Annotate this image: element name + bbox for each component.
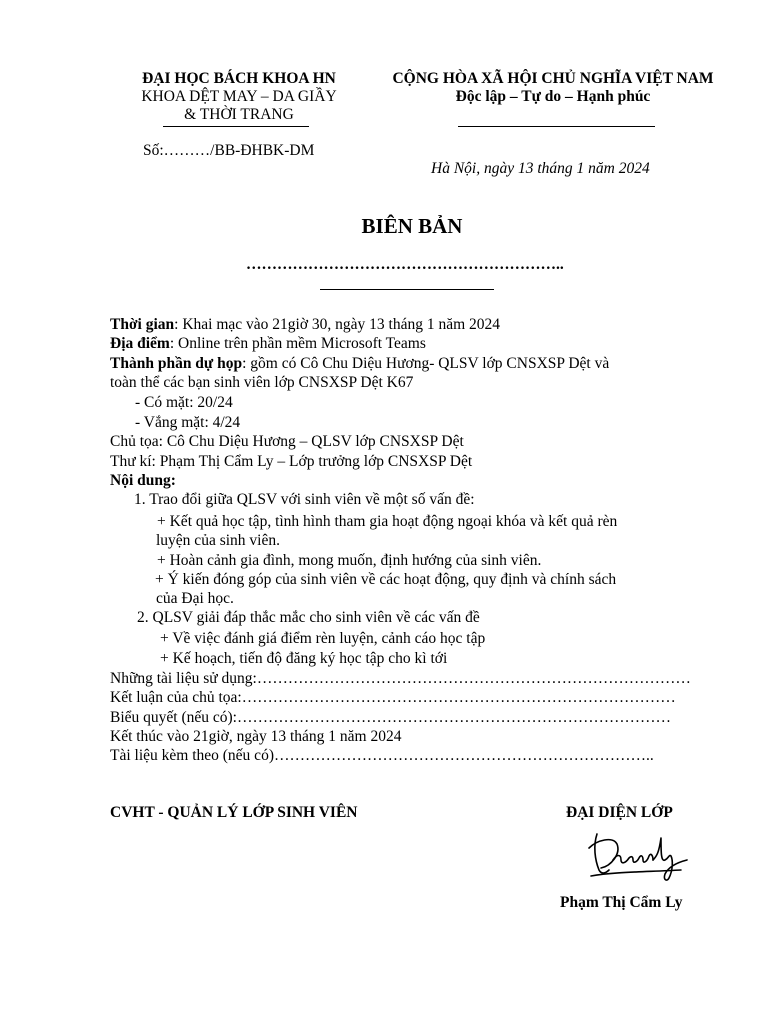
content-item-2b: + Kế hoạch, tiến độ đăng ký học tập cho kì tới [160,650,448,667]
signature-right-name: Phạm Thị Cẩm Ly [560,894,683,911]
content-item-1c-cont: của Đại học. [156,590,234,607]
time-value: : Khai mạc vào 21giờ 30, ngày 13 tháng 1 năm 2024 [174,316,501,333]
title-underline [320,289,494,290]
content-item-2a: + Về việc đánh giá điểm rèn luyện, cảnh cáo học tập [160,630,486,647]
place-value: : Online trên phần mềm Microsoft Teams [169,335,426,352]
title-dots: …………………………………………………….. [246,256,564,273]
place-line [110,334,426,353]
time-label: Thời gian [110,316,175,333]
chair-line: Chủ tọa: Cô Chu Diệu Hương – QLSV lớp CNSXSP Dệt [110,433,464,450]
header-left-underline [163,126,309,127]
document-number: Số:………/BB-ĐHBK-DM [143,142,315,159]
header-right [386,70,720,106]
documents-used: Những tài liệu sử dụng:………………………………………………………………………… [110,670,691,687]
content-item-1a-cont: luyện của sinh viên. [156,532,280,549]
signature-left-title: CVHT - QUẢN LÝ LỚP SINH VIÊN [110,804,358,821]
nation-name: CỘNG HÒA XÃ HỘI CHỦ NGHĨA VIỆT NAM [392,70,714,87]
content-item-1c: + Ý kiến đóng góp của sinh viên về các hoạt động, quy định và chính sách [155,571,617,588]
time-line [110,315,500,334]
faculty-name-line2: & THỜI TRANG [184,106,294,123]
attendees-value: : gồm có Cô Chu Diệu Hương- QLSV lớp CNSXSP Dệt và [242,355,610,372]
document-title: BIÊN BẢN [361,214,463,238]
place-date: Hà Nội, ngày 13 tháng 1 năm 2024 [431,160,650,177]
content-item-1: 1. Trao đổi giữa QLSV với sinh viên về một số vấn đề: [134,491,475,508]
header-right-underline [458,126,655,127]
attachments: Tài liệu kèm theo (nếu có)……………………………………………………………….. [110,747,654,764]
content-item-1a: + Kết quả học tập, tình hình tham gia hoạt động ngoại khóa và kết quả rèn [157,513,618,530]
absent-count: - Vắng mặt: 4/24 [135,414,241,431]
conclusion: Kết luận của chủ tọa:………………………………………………………………………… [110,689,676,706]
handwritten-signature [583,826,693,886]
end-time: Kết thúc vào 21giờ, ngày 13 tháng 1 năm 2024 [110,728,402,745]
attendees-line [110,354,609,373]
nation-motto: Độc lập – Tự do – Hạnh phúc [455,88,651,105]
university-name: ĐẠI HỌC BÁCH KHOA HN [142,70,336,87]
vote: Biểu quyết (nếu có):………………………………………………………………………… [110,709,671,726]
content-label: Nội dung: [110,472,176,489]
content-item-1b: + Hoàn cảnh gia đình, mong muốn, định hướng của sinh viên. [157,552,542,569]
attendees-continuation: toàn thể các bạn sinh viên lớp CNSXSP Dệt K67 [110,374,414,391]
present-count: - Có mặt: 20/24 [135,394,233,411]
secretary-line: Thư kí: Phạm Thị Cẩm Ly – Lớp trưởng lớp CNSXSP Dệt [110,453,473,470]
header-left [130,70,348,124]
faculty-name-line1: KHOA DỆT MAY – DA GIẦY [141,88,337,105]
content-item-2: 2. QLSV giải đáp thắc mắc cho sinh viên về các vấn đề [137,609,480,626]
place-label: Địa điểm [110,335,170,352]
signature-right-title: ĐẠI DIỆN LỚP [566,804,673,821]
attendees-label: Thành phần dự họp [110,355,243,372]
